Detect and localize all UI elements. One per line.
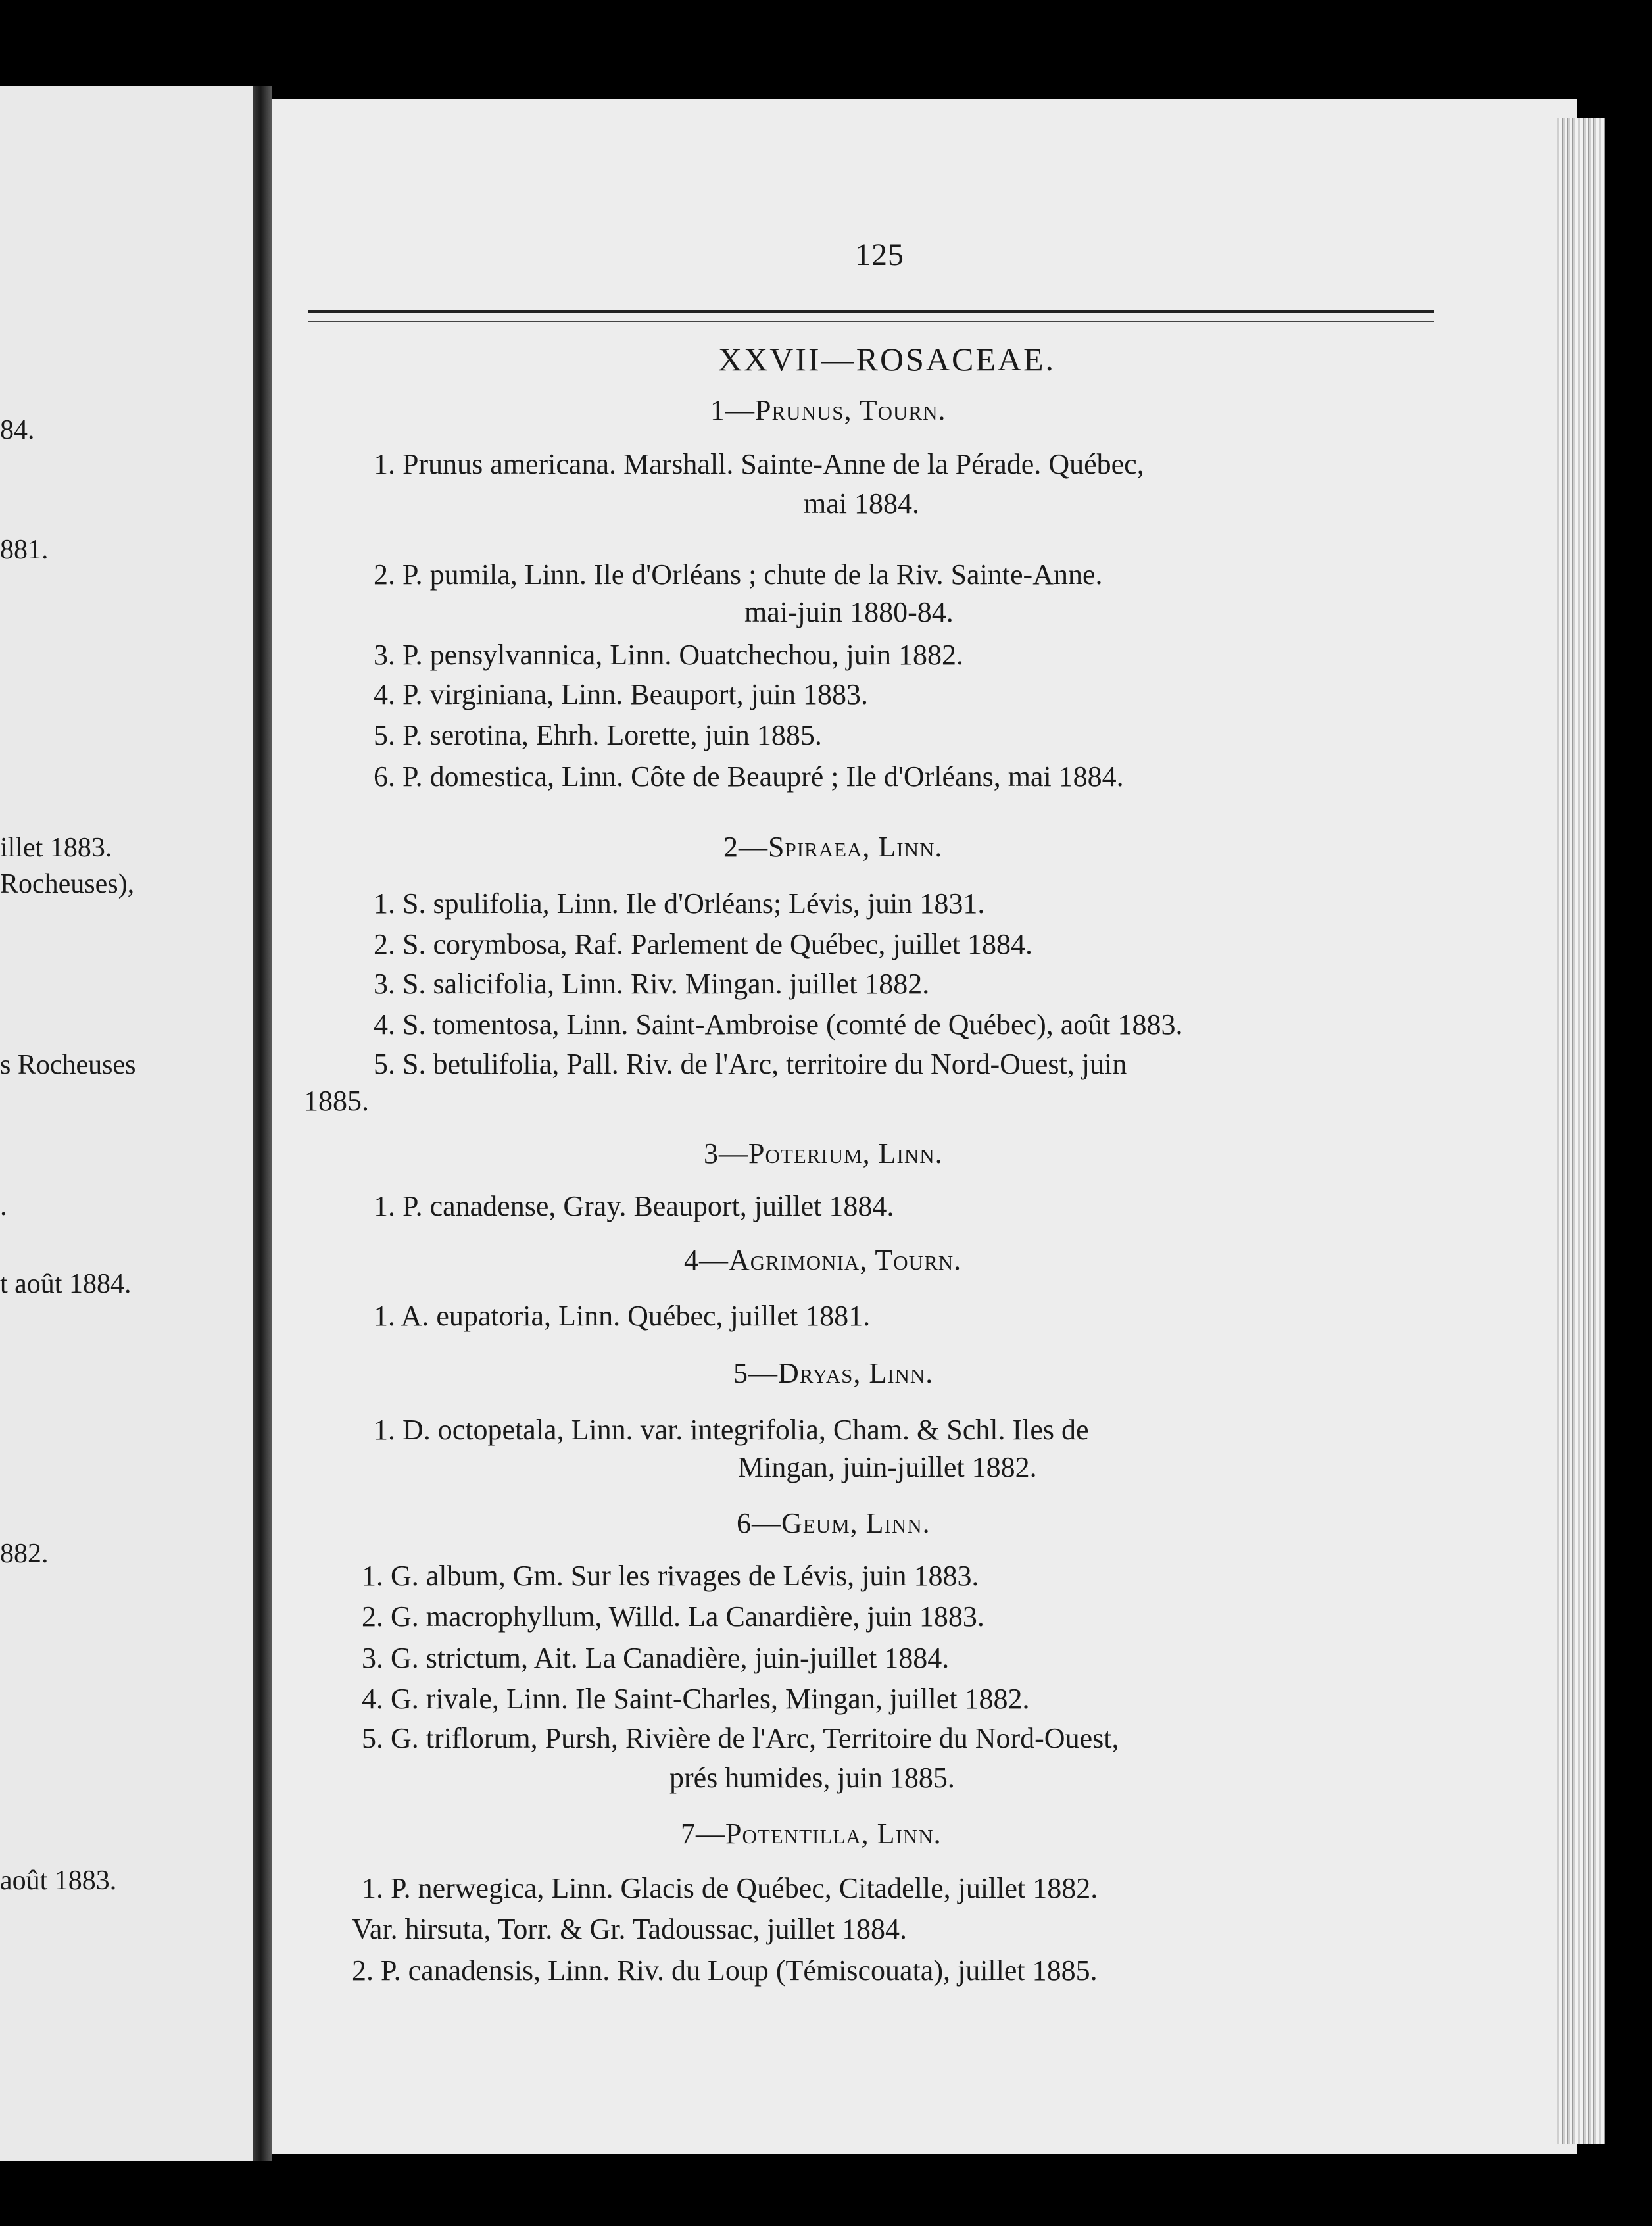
left-page-fragment: août 1883.	[0, 1866, 117, 1896]
left-page-fragment: t août 1884.	[0, 1269, 132, 1299]
species-entry: 1. S. spulifolia, Linn. Ile d'Orléans; Lévis, juin 1831.	[374, 887, 985, 920]
page-edges	[1557, 118, 1605, 2144]
genus-heading: 5—Dryas, Linn.	[733, 1357, 934, 1389]
species-entry: 5. S. betulifolia, Pall. Riv. de l'Arc, territoire du Nord-Ouest, juin	[374, 1048, 1127, 1080]
species-entry: Var. hirsuta, Torr. & Gr. Tadoussac, juillet 1884.	[352, 1913, 908, 1945]
species-entry: 4. S. tomentosa, Linn. Saint-Ambroise (comté de Québec), août 1883.	[374, 1008, 1183, 1041]
genus-heading: 7—Potentilla, Linn.	[681, 1818, 942, 1850]
genus-heading: 2—Spiraea, Linn.	[723, 831, 943, 863]
species-entry: 5. G. triflorum, Pursh, Rivière de l'Arc, Territoire du Nord-Ouest,	[362, 1722, 1119, 1754]
left-page-fragment: illet 1883.	[0, 833, 112, 863]
genus-heading: 4—Agrimonia, Tourn.	[684, 1244, 962, 1276]
species-entry: 3. S. salicifolia, Linn. Riv. Mingan. juillet 1882.	[374, 968, 930, 1000]
species-entry: 3. P. pensylvannica, Linn. Ouatchechou, juin 1882.	[374, 639, 963, 671]
genus-heading: 3—Poterium, Linn.	[704, 1137, 943, 1170]
species-entry: 4. P. virginiana, Linn. Beauport, juin 1883.	[374, 678, 869, 710]
species-entry-continuation: 1885.	[304, 1085, 369, 1117]
page-number: 125	[855, 237, 904, 272]
left-page-fragment: .	[0, 1191, 7, 1222]
book-gutter	[253, 86, 272, 2161]
left-page-fragment: Rocheuses),	[0, 869, 135, 899]
species-entry: 1. P. canadense, Gray. Beauport, juillet 1884.	[374, 1190, 894, 1222]
species-entry: 1. Prunus americana. Marshall. Sainte-Anne de la Pérade. Québec,	[374, 448, 1144, 480]
species-entry: 1. D. octopetala, Linn. var. integrifolia, Cham. & Schl. Iles de	[374, 1414, 1089, 1446]
species-entry: 5. P. serotina, Ehrh. Lorette, juin 1885.	[374, 719, 822, 751]
species-entry: 4. G. rivale, Linn. Ile Saint-Charles, Mingan, juillet 1882.	[362, 1683, 1030, 1715]
species-entry-continuation: mai 1884.	[804, 487, 919, 520]
species-entry: 2. S. corymbosa, Raf. Parlement de Québec, juillet 1884.	[374, 928, 1032, 960]
left-page-fragment: 881.	[0, 535, 49, 565]
left-page-fragment: 882.	[0, 1539, 49, 1569]
species-entry: 2. P. pumila, Linn. Ile d'Orléans ; chute de la Riv. Sainte-Anne.	[374, 558, 1103, 591]
species-entry: 1. A. eupatoria, Linn. Québec, juillet 1881.	[374, 1300, 871, 1332]
left-facing-page	[0, 86, 253, 2161]
species-entry-continuation: prés humides, juin 1885.	[669, 1762, 955, 1794]
genus-heading: 1—Prunus, Tourn.	[710, 394, 946, 426]
species-entry: 2. G. macrophyllum, Willd. La Canardière, juin 1883.	[362, 1600, 984, 1633]
species-entry-continuation: Mingan, juin-juillet 1882.	[738, 1451, 1037, 1483]
genus-heading: 6—Geum, Linn.	[737, 1507, 931, 1539]
left-page-fragment: 84.	[0, 415, 35, 445]
family-title: XXVII—ROSACEAE.	[718, 341, 1056, 378]
species-entry: 6. P. domestica, Linn. Côte de Beaupré ; Ile d'Orléans, mai 1884.	[374, 760, 1124, 793]
species-entry: 1. P. nerwegica, Linn. Glacis de Québec, Citadelle, juillet 1882.	[362, 1872, 1098, 1904]
header-rule	[308, 310, 1434, 322]
species-entry: 3. G. strictum, Ait. La Canadière, juin-juillet 1884.	[362, 1642, 950, 1674]
left-page-fragment: s Rocheuses	[0, 1050, 136, 1080]
species-entry-continuation: mai-juin 1880-84.	[744, 596, 954, 628]
species-entry: 1. G. album, Gm. Sur les rivages de Lévis, juin 1883.	[362, 1560, 979, 1592]
species-entry: 2. P. canadensis, Linn. Riv. du Loup (Témiscouata), juillet 1885.	[352, 1954, 1098, 1987]
